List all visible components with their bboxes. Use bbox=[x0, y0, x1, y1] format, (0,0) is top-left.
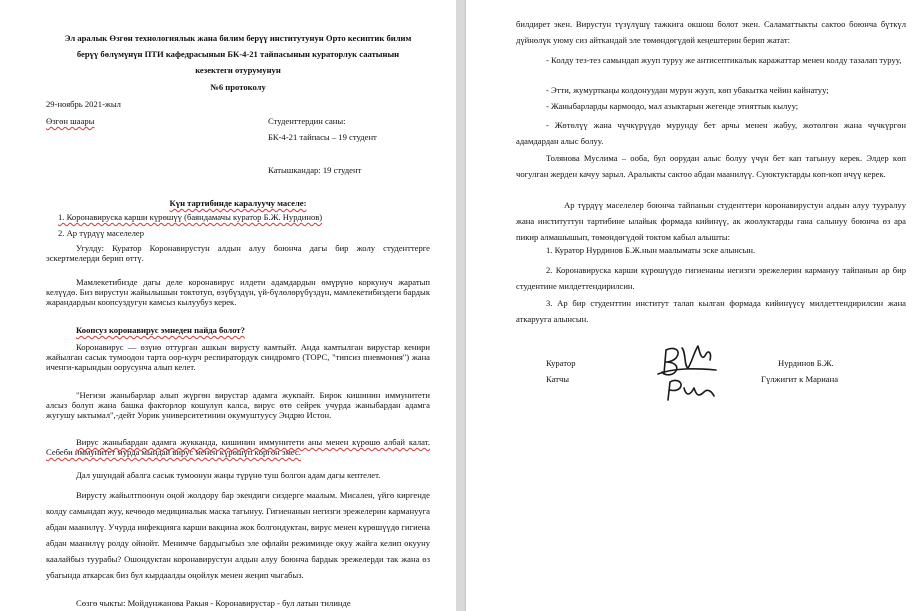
group-info: БК-4-21 тайпасы – 19 студент bbox=[268, 132, 377, 142]
decision-1: 1. Куратор Нурдинов Б.Ж.нын маалыматы эске алынсын. bbox=[546, 245, 756, 255]
paragraph-misc: Ар түрдүү маселелер боюнча тайпанын студенттери коронавирустун алдын алуу тууралуу жана институттун тартибине ылайык формада кийинүү, ак жоолуктарды гана салынуу боюнча өз ара пикир алмашышып, төмөндөгүдөй токтом кабыл алышты: bbox=[516, 200, 906, 242]
paragraph-transmission: Вирус жаныбардан адамга жукканда, кишинин иммунитети аны менен күрөшө албай калат. Себеби иммунитет мурда мындай вирус менен күрөшүп көргөн эмес. bbox=[46, 437, 430, 457]
agenda-title: Күн тартибинде каралуучу маселе: bbox=[169, 198, 307, 208]
paragraph-quote: "Негизи жаныбарлар алып жүргөн вирустар адамга жукпайт. Бирок кишинин иммунитети алсыз болуп жана башка факторлор кошулуп калса, вирус өтө сейрек учурда жаныбардан адамга жугушу ыктымал",-дейт Уорик университетинин окумуштуусу Эндрю Истон. bbox=[46, 390, 430, 420]
paragraph-listened: Угулду: Куратор Коронавирустун алдын алуу боюнча дагы бир жолу студенттерге эскертмелерди берип өттү. bbox=[46, 243, 430, 263]
decision-3: 3. Ар бир студенттин институт талап кылган формада кийинүүсү милдеттендирилсин жана аткарууга алынсын. bbox=[516, 298, 906, 324]
curator-name: Нурдинов Б.Ж. bbox=[778, 358, 834, 368]
protocol-header-line-1: Эл аралык Өзгөн технологиялык жана билим берүү институтунун Орто кесиптик билим bbox=[64, 33, 412, 43]
document-page-right bbox=[466, 0, 924, 611]
decision-2: 2. Коронавируска карши күрөшүүдө гигиенаны негизги эрежелерин кармануу тайпанын ар бир студентине милдеттендирилсин. bbox=[516, 265, 906, 291]
page-gap bbox=[456, 0, 466, 611]
meeting-date: 29-ноябрь 2021-жыл bbox=[46, 99, 121, 109]
paragraph-mutation: Дал ушундай абалга сасык тумоонун жаңы түрүнө туш болгон адам дагы кептелет. bbox=[76, 470, 381, 480]
curator-label: Куратор bbox=[546, 358, 576, 368]
bullet-4: - Жөтөлүү жана чүчкүрүүдө мурунду бет арчы менен жабуу, жөтөлгөн жана чүчкүргөн адамдардан алыс болуу. bbox=[516, 120, 906, 146]
paragraph-tolyanova: Толянова Муслима – ооба, бул оорудан алыс болуу үчүн бет кап тагынуу керек. Элдер көп чогулган жерден качуу зарыл. Аралыкты сактоо абдан маанилүү. Суюктуктарды көп-көп ичүү керек. bbox=[516, 153, 906, 179]
agenda-item-1: 1. Коронавируска карши күрөшүү (баяндамачы куратор Б.Ж. Нурдинов) bbox=[58, 212, 323, 222]
paragraph-continued: билдирет экен. Вирустун түзүлүшү тажкига окшош болот экен. Саламаттыкты сактоо боюнча бүткүл дүйнөлүк уюму сиз айткандай эле төмөндөгүдөй кеңештерин берип жатат: bbox=[516, 19, 906, 45]
question-heading: Коопсуз коронавирус эмнеден пайда болот? bbox=[76, 325, 245, 335]
bullet-2: - Этти, жумурткаңы колдонуудан мурун жууп, көп убакытка чейин кайнатуу; bbox=[546, 85, 829, 95]
paragraph-government: Мамлекетибизде дагы деле коронавирус илдети адамдардын өмүрүнө коркунуч жаратып келүүдө. Биз вирустун жайылышын токтотуп, өзүбүздүн, үй-бүлөлөрүбүздүн, мамлекетибиздеги бардык жарандардын коопсуздугун камсыз кылуубуз керек. bbox=[46, 277, 430, 307]
agenda-item-2: 2. Ар түрдүү маселелер bbox=[58, 228, 145, 238]
signature-image bbox=[654, 340, 722, 408]
protocol-header-line-2: берүү бөлүмүнүн ПТИ кафедрасынын БК-4-21 тайпасынын кураторлук саатынын bbox=[76, 49, 400, 59]
speaker-text: Мойдунжанова Ракыя - Коронавирустар - бул латын тилинде bbox=[127, 598, 351, 608]
speaker-label: Сөзгө чыкты: bbox=[76, 598, 126, 608]
secretary-label: Катчы bbox=[546, 374, 570, 384]
speaker-line bbox=[76, 598, 351, 608]
bullet-3: - Жаныбарларды кармоодо, мал азыктарын жегенде этияттык кылуу; bbox=[546, 101, 799, 111]
bullet-1: - Колду тез-тез самындап жууп туруу же антисептикалык каражаттар менен колду тазалап туруу, bbox=[546, 55, 902, 65]
students-count-label: Студенттердин саны: bbox=[268, 116, 346, 126]
meeting-city: Өзгөн шаары bbox=[46, 116, 95, 126]
attendance-info: Катышкандар: 19 студент bbox=[268, 165, 362, 175]
protocol-header-line-3: кезектеги отурумунун bbox=[195, 65, 281, 75]
protocol-number: №6 протоколу bbox=[210, 82, 266, 92]
paragraph-protection: Вирусту жайылтпоонун оңой жолдору бар экендиги сиздерге маалым. Мисален, үйгө киргенде колду самындап жуу, кечөөдө медициналык маска тагынуу. Гигиенанын негизги эрежелерин карманууга абдан маанилүү. Учурда инфекцияга карши вакцина жок болгондуктан, вирус менен күрөшүүдө гигиена абдан маанилүү ролду ойнойт. Менимче бардыгыбыз эле офлайн режиминде окуу жайга келип окууну каалайбыз туурабы? Ошондуктан коронавирустун алдын алуу боюнча бардык эрежелерди так жана өз убагында аткарсак биз бул кырдаалды оңойлук менен жеңип чыгабыз. bbox=[46, 490, 430, 580]
paragraph-coronavirus: Коронавирус — өзүнө оттурган ашкын вирусту камтыйт. Анда камтылган вирустар кенири жайылган сасык тумоодон тарта оор-курч респиратордук синдромго (ТОРС, "типсиз пневмония") жана иченги-карындын оорусунча алып келет. bbox=[46, 342, 430, 372]
document-page-left bbox=[0, 0, 456, 611]
secretary-name: Гүлжигит к Мариана bbox=[761, 374, 839, 384]
